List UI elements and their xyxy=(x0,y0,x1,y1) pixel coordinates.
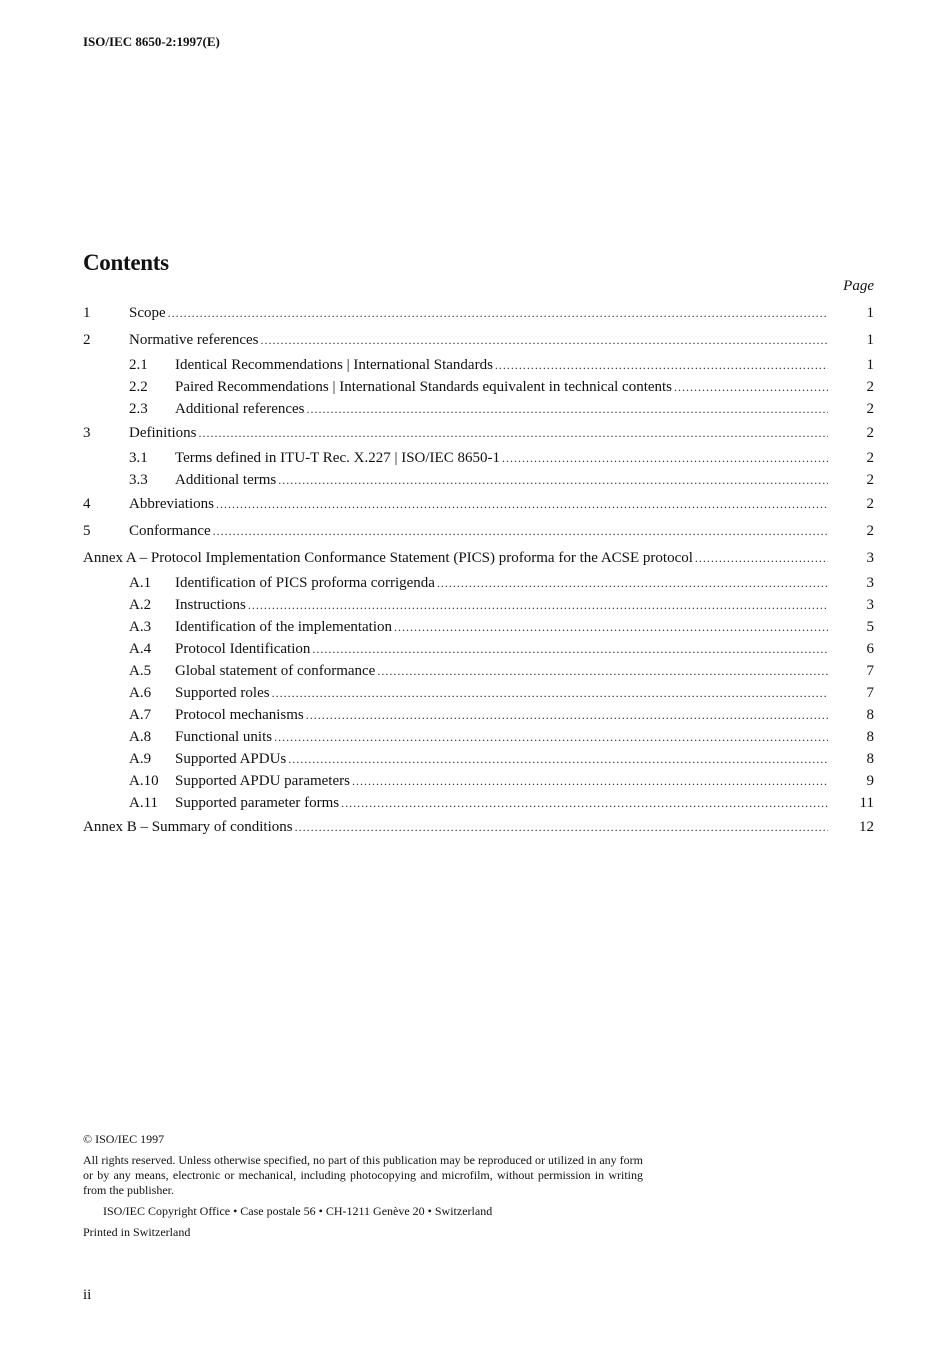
toc-entry-number: 3.1 xyxy=(129,450,148,466)
toc-dot-leader xyxy=(272,682,828,704)
toc-entry-number: A.8 xyxy=(129,729,152,745)
toc-entry-title: Identical Recommendations | International Standards xyxy=(175,357,493,373)
toc-entry-number: A.1 xyxy=(129,575,152,591)
toc-entry-page: 5 xyxy=(866,619,874,635)
toc-entry-title: Definitions xyxy=(129,425,197,441)
toc-entry-title: Abbreviations xyxy=(129,496,214,512)
toc-entry[interactable] xyxy=(83,770,874,792)
toc-dot-leader xyxy=(274,726,828,748)
toc-dot-leader xyxy=(168,300,828,327)
toc-entry-page: 7 xyxy=(866,685,874,701)
toc-entry-page: 2 xyxy=(866,379,874,395)
toc-entry-title: Protocol mechanisms xyxy=(175,707,304,723)
toc-dot-leader xyxy=(352,770,828,792)
copyright-office-address: ISO/IEC Copyright Office • Case postale 56 • CH-1211 Genève 20 • Switzerland xyxy=(103,1204,493,1218)
toc-entry-number: 2.3 xyxy=(129,401,148,417)
toc-entry[interactable] xyxy=(83,300,874,327)
toc-entry[interactable] xyxy=(83,616,874,638)
copyright-notice xyxy=(83,1132,643,1240)
toc-entry-page: 1 xyxy=(866,332,874,348)
toc-entry-page: 2 xyxy=(866,401,874,417)
toc-entry[interactable] xyxy=(83,638,874,660)
toc-entry-page: 2 xyxy=(866,425,874,441)
toc-entry-title: Supported parameter forms xyxy=(175,795,340,811)
toc-entry[interactable] xyxy=(83,327,874,354)
toc-entry-number: A.11 xyxy=(129,795,159,811)
toc-entry-number: 5 xyxy=(83,523,91,539)
toc-dot-leader xyxy=(437,572,828,594)
document-id-header: ISO/IEC 8650-2:1997(E) xyxy=(83,34,220,49)
toc-entry-page: 7 xyxy=(866,663,874,679)
toc-entry-number: 3.3 xyxy=(129,472,148,488)
toc-entry-page: 3 xyxy=(866,597,874,613)
toc-dot-leader xyxy=(674,376,828,398)
toc-entry-title: Global statement of conformance xyxy=(175,663,376,679)
toc-entry-number: A.10 xyxy=(129,773,159,789)
toc-entry-page: 2 xyxy=(866,450,874,466)
toc-entry[interactable] xyxy=(83,726,874,748)
toc-dot-leader xyxy=(261,327,828,354)
toc-dot-leader xyxy=(248,594,828,616)
toc-entry-number: 4 xyxy=(83,496,91,512)
toc-entry-page: 9 xyxy=(866,773,874,789)
toc-entry[interactable] xyxy=(83,469,874,491)
toc-dot-leader xyxy=(312,638,828,660)
toc-entry[interactable] xyxy=(83,447,874,469)
toc-entry-page: 11 xyxy=(859,795,874,811)
toc-entry[interactable] xyxy=(83,398,874,420)
toc-entry-page: 6 xyxy=(866,641,874,657)
toc-entry[interactable] xyxy=(83,748,874,770)
toc-entry-page: 3 xyxy=(866,575,874,591)
toc-entry-number: A.6 xyxy=(129,685,152,701)
toc-entry[interactable] xyxy=(83,660,874,682)
toc-entry[interactable] xyxy=(83,491,874,518)
page-title: Contents xyxy=(83,250,169,275)
toc-entry-title: Additional terms xyxy=(175,472,277,488)
toc-dot-leader xyxy=(278,469,828,491)
toc-dot-leader xyxy=(288,748,828,770)
toc-entry-page: 3 xyxy=(866,550,874,566)
toc-dot-leader xyxy=(495,354,828,376)
toc-entry[interactable] xyxy=(83,376,874,398)
toc-entry[interactable] xyxy=(83,814,874,841)
toc-entry-title: Normative references xyxy=(129,332,259,348)
toc-entry[interactable] xyxy=(83,354,874,376)
toc-entry[interactable] xyxy=(83,518,874,545)
toc-entry-page: 2 xyxy=(866,496,874,512)
toc-dot-leader xyxy=(216,491,828,518)
toc-dot-leader xyxy=(695,545,828,572)
toc-entry-page: 8 xyxy=(866,729,874,745)
toc-dot-leader xyxy=(341,792,828,814)
toc-entry-title: Identification of the implementation xyxy=(175,619,393,635)
toc-entry-number: 1 xyxy=(83,305,91,321)
toc-entry-number: 2 xyxy=(83,332,91,348)
toc-entry-title: Supported APDU parameters xyxy=(175,773,350,789)
toc-entry-title: Supported APDUs xyxy=(175,751,287,767)
printed-location: Printed in Switzerland xyxy=(83,1225,191,1239)
toc-entry[interactable] xyxy=(83,420,874,447)
toc-entry-page: 2 xyxy=(866,472,874,488)
copyright-line: © ISO/IEC 1997 xyxy=(83,1132,165,1146)
page-column-label: Page xyxy=(843,278,874,294)
toc-entry-title: Protocol Identification xyxy=(175,641,311,657)
toc-entry-title: Identification of PICS proforma corrigenda xyxy=(175,575,435,591)
rights-statement: All rights reserved. Unless otherwise specified, no part of this publication may be reproduced or utilized in any form or by any means, electronic or mechanical, including photocopying and microfilm, without permission in writing from the publisher. xyxy=(83,1153,643,1197)
toc-entry-title: Annex A – Protocol Implementation Conformance Statement (PICS) proforma for the ACSE protocol xyxy=(83,550,693,566)
toc-entry-page: 12 xyxy=(859,819,874,835)
toc-entry-title: Terms defined in ITU-T Rec. X.227 | ISO/IEC 8650-1 xyxy=(175,450,500,466)
toc-entry[interactable] xyxy=(83,682,874,704)
toc-dot-leader xyxy=(377,660,828,682)
toc-entry[interactable] xyxy=(83,594,874,616)
toc-entry-number: A.3 xyxy=(129,619,152,635)
toc-dot-leader xyxy=(213,518,828,545)
toc-entry-title: Scope xyxy=(129,305,166,321)
table-of-contents xyxy=(83,300,874,841)
toc-dot-leader xyxy=(306,704,828,726)
toc-dot-leader xyxy=(295,814,828,841)
toc-entry-number: 2.1 xyxy=(129,357,148,373)
toc-dot-leader xyxy=(394,616,828,638)
toc-entry-number: A.4 xyxy=(129,641,152,657)
toc-entry-title: Additional references xyxy=(175,401,305,417)
toc-entry-number: 2.2 xyxy=(129,379,148,395)
toc-entry-title: Supported roles xyxy=(175,685,270,701)
toc-entry-page: 2 xyxy=(866,523,874,539)
toc-entry-title: Conformance xyxy=(129,523,211,539)
toc-entry[interactable] xyxy=(83,572,874,594)
toc-entry-page: 1 xyxy=(866,305,874,321)
toc-entry[interactable] xyxy=(83,792,874,814)
toc-entry-number: A.9 xyxy=(129,751,152,767)
page-number: ii xyxy=(83,1287,92,1303)
toc-entry-page: 8 xyxy=(866,707,874,723)
toc-dot-leader xyxy=(199,420,829,447)
toc-entry-page: 8 xyxy=(866,751,874,767)
toc-entry-title: Instructions xyxy=(175,597,246,613)
toc-dot-leader xyxy=(502,447,828,469)
toc-entry-number: 3 xyxy=(83,425,91,441)
toc-entry[interactable] xyxy=(83,545,874,572)
toc-entry-title: Paired Recommendations | International Standards equivalent in technical contents xyxy=(175,379,673,395)
toc-entry-page: 1 xyxy=(866,357,874,373)
toc-entry-number: A.2 xyxy=(129,597,152,613)
toc-entry[interactable] xyxy=(83,704,874,726)
toc-entry-number: A.5 xyxy=(129,663,152,679)
toc-entry-title: Functional units xyxy=(175,729,273,745)
toc-dot-leader xyxy=(307,398,828,420)
toc-entry-title: Annex B – Summary of conditions xyxy=(83,819,293,835)
toc-entry-number: A.7 xyxy=(129,707,152,723)
